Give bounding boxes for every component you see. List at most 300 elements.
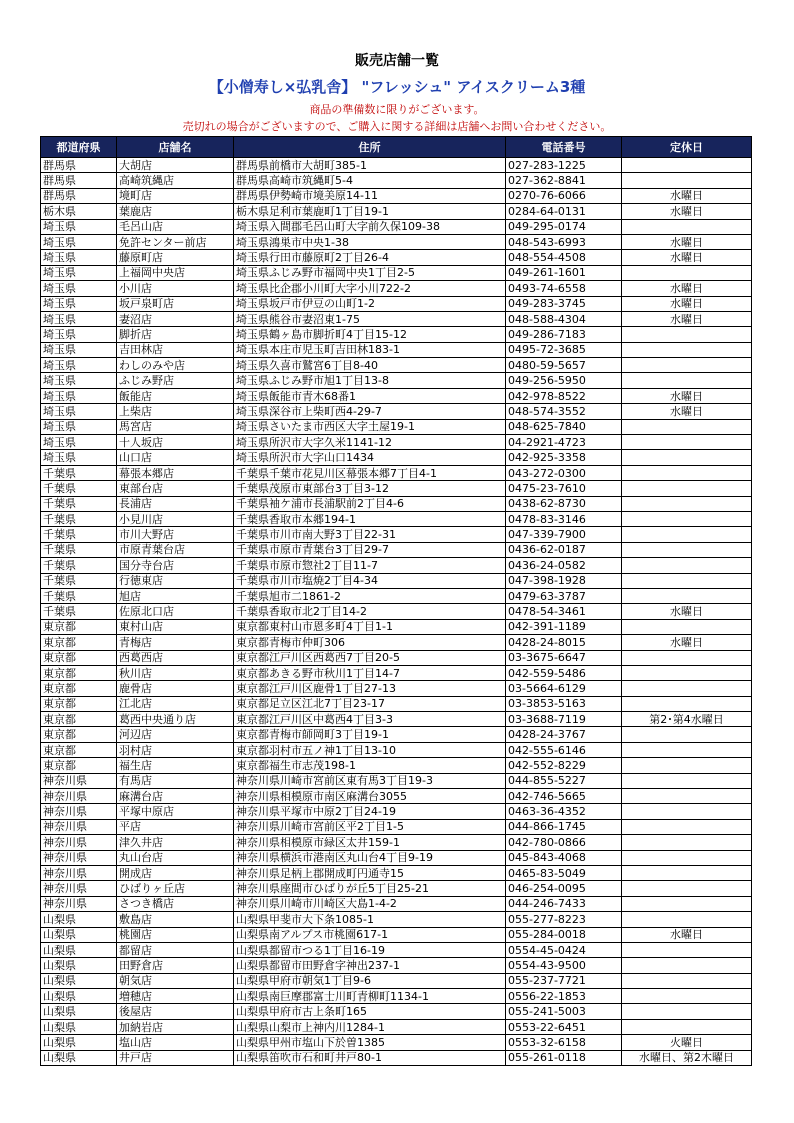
cell-store-name: 津久井店 xyxy=(117,835,234,850)
table-row xyxy=(41,1035,752,1050)
cell-phone: 03-3688-7119 xyxy=(506,712,622,727)
table-row xyxy=(41,373,752,388)
cell-prefecture: 東京都 xyxy=(41,665,117,680)
cell-store-name: 行徳東店 xyxy=(117,573,234,588)
cell-phone: 049-256-5950 xyxy=(506,373,622,388)
cell-phone: 055-261-0118 xyxy=(506,1050,622,1065)
cell-prefecture: 東京都 xyxy=(41,742,117,757)
cell-prefecture: 山梨県 xyxy=(41,1004,117,1019)
cell-prefecture: 埼玉県 xyxy=(41,327,117,342)
cell-phone: 048-574-3552 xyxy=(506,404,622,419)
stock-notice: 商品の準備数に限りがございます。 xyxy=(309,103,485,116)
cell-closed-day xyxy=(622,527,752,542)
cell-phone: 048-625-7840 xyxy=(506,419,622,434)
table-row xyxy=(41,912,752,927)
table-row xyxy=(41,619,752,634)
cell-store-name: 藤原町店 xyxy=(117,250,234,265)
table-row xyxy=(41,496,752,511)
table-row xyxy=(41,265,752,280)
cell-store-name: 吉田林店 xyxy=(117,342,234,357)
cell-prefecture: 千葉県 xyxy=(41,604,117,619)
table-row xyxy=(41,250,752,265)
cell-store-name: 山口店 xyxy=(117,450,234,465)
cell-store-name: ふじみ野店 xyxy=(117,373,234,388)
table-row xyxy=(41,789,752,804)
cell-prefecture: 神奈川県 xyxy=(41,896,117,911)
cell-closed-day xyxy=(622,942,752,957)
cell-closed-day xyxy=(622,742,752,757)
cell-address: 埼玉県鶴ヶ島市脚折町4丁目15-12 xyxy=(234,327,506,342)
cell-store-name: 開成店 xyxy=(117,865,234,880)
cell-closed-day xyxy=(622,912,752,927)
cell-store-name: 境町店 xyxy=(117,188,234,203)
table-row xyxy=(41,465,752,480)
table-row xyxy=(41,311,752,326)
cell-address: 埼玉県熊谷市妻沼東1-75 xyxy=(234,311,506,326)
cell-closed-day xyxy=(622,158,752,173)
table-row xyxy=(41,881,752,896)
cell-address: 山梨県甲府市古上条町165 xyxy=(234,1004,506,1019)
cell-address: 山梨県南巨摩郡富士川町青柳町1134-1 xyxy=(234,989,506,1004)
cell-prefecture: 千葉県 xyxy=(41,542,117,557)
cell-store-name: 上福岡中央店 xyxy=(117,265,234,280)
cell-phone: 0553-22-6451 xyxy=(506,1019,622,1034)
cell-prefecture: 東京都 xyxy=(41,758,117,773)
cell-closed-day xyxy=(622,542,752,557)
cell-closed-day xyxy=(622,619,752,634)
table-row xyxy=(41,742,752,757)
cell-phone: 047-398-1928 xyxy=(506,573,622,588)
cell-address: 埼玉県さいたま市西区大字土屋19-1 xyxy=(234,419,506,434)
cell-prefecture: 東京都 xyxy=(41,727,117,742)
cell-store-name: 敷島店 xyxy=(117,912,234,927)
cell-prefecture: 東京都 xyxy=(41,696,117,711)
cell-closed-day xyxy=(622,435,752,450)
cell-prefecture: 埼玉県 xyxy=(41,435,117,450)
table-row xyxy=(41,635,752,650)
cell-phone: 0478-83-3146 xyxy=(506,511,622,526)
cell-address: 千葉県茂原市東部台3丁目3-12 xyxy=(234,481,506,496)
cell-store-name: 加納岩店 xyxy=(117,1019,234,1034)
cell-phone: 049-283-3745 xyxy=(506,296,622,311)
cell-prefecture: 神奈川県 xyxy=(41,850,117,865)
cell-address: 東京都東村山市恩多町4丁目1-1 xyxy=(234,619,506,634)
cell-prefecture: 埼玉県 xyxy=(41,388,117,403)
cell-prefecture: 東京都 xyxy=(41,712,117,727)
table-row xyxy=(41,281,752,296)
cell-store-name: 羽村店 xyxy=(117,742,234,757)
header-store-name: 店舗名 xyxy=(117,137,234,158)
header-phone: 電話番号 xyxy=(506,137,622,158)
cell-store-name: わしのみや店 xyxy=(117,358,234,373)
cell-store-name: 小見川店 xyxy=(117,511,234,526)
cell-address: 千葉県市川市塩焼2丁目4-34 xyxy=(234,573,506,588)
cell-phone: 046-254-0095 xyxy=(506,881,622,896)
cell-prefecture: 神奈川県 xyxy=(41,819,117,834)
cell-address: 千葉県香取市本郷194-1 xyxy=(234,511,506,526)
cell-store-name: 市原青葉台店 xyxy=(117,542,234,557)
cell-address: 埼玉県入間郡毛呂山町大字前久保109-38 xyxy=(234,219,506,234)
cell-closed-day: 水曜日 xyxy=(622,604,752,619)
cell-closed-day: 水曜日 xyxy=(622,234,752,249)
cell-store-name: 佐原北口店 xyxy=(117,604,234,619)
table-body xyxy=(41,158,752,1066)
cell-phone: 049-286-7183 xyxy=(506,327,622,342)
table-row xyxy=(41,727,752,742)
cell-closed-day xyxy=(622,727,752,742)
cell-closed-day xyxy=(622,773,752,788)
cell-prefecture: 群馬県 xyxy=(41,158,117,173)
cell-closed-day: 水曜日、第2木曜日 xyxy=(622,1050,752,1065)
cell-store-name: 塩山店 xyxy=(117,1035,234,1050)
table-row xyxy=(41,435,752,450)
cell-phone: 0493-74-6558 xyxy=(506,281,622,296)
cell-store-name: 長浦店 xyxy=(117,496,234,511)
cell-phone: 0436-62-0187 xyxy=(506,542,622,557)
cell-store-name: 都留店 xyxy=(117,942,234,957)
cell-address: 神奈川県横浜市港南区丸山台4丁目9-19 xyxy=(234,850,506,865)
cell-phone: 03-3675-6647 xyxy=(506,650,622,665)
table-row xyxy=(41,835,752,850)
cell-phone: 044-246-7433 xyxy=(506,896,622,911)
cell-phone: 04-2921-4723 xyxy=(506,435,622,450)
table-row xyxy=(41,542,752,557)
cell-phone: 0556-22-1853 xyxy=(506,989,622,1004)
cell-prefecture: 山梨県 xyxy=(41,912,117,927)
cell-phone: 055-284-0018 xyxy=(506,927,622,942)
cell-store-name: 西葛西店 xyxy=(117,650,234,665)
cell-address: 群馬県高崎市筑縄町5-4 xyxy=(234,173,506,188)
cell-closed-day xyxy=(622,373,752,388)
table-row xyxy=(41,758,752,773)
table-row xyxy=(41,558,752,573)
cell-address: 千葉県香取市北2丁目14-2 xyxy=(234,604,506,619)
cell-address: 千葉県市川市南大野3丁目22-31 xyxy=(234,527,506,542)
cell-store-name: 桃園店 xyxy=(117,927,234,942)
cell-store-name: 大胡店 xyxy=(117,158,234,173)
cell-store-name: ひばりヶ丘店 xyxy=(117,881,234,896)
cell-address: 千葉県千葉市花見川区幕張本郷7丁目4-1 xyxy=(234,465,506,480)
cell-closed-day xyxy=(622,465,752,480)
cell-phone: 0284-64-0131 xyxy=(506,204,622,219)
cell-store-name: 青梅店 xyxy=(117,635,234,650)
table-row xyxy=(41,958,752,973)
cell-closed-day xyxy=(622,804,752,819)
cell-phone: 0270-76-6066 xyxy=(506,188,622,203)
cell-closed-day: 水曜日 xyxy=(622,188,752,203)
cell-address: 山梨県笛吹市石和町井戸80-1 xyxy=(234,1050,506,1065)
cell-phone: 0479-63-3787 xyxy=(506,588,622,603)
cell-address: 千葉県市原市青葉台3丁目29-7 xyxy=(234,542,506,557)
cell-prefecture: 千葉県 xyxy=(41,496,117,511)
cell-store-name: 田野倉店 xyxy=(117,958,234,973)
cell-prefecture: 埼玉県 xyxy=(41,373,117,388)
cell-store-name: 東部台店 xyxy=(117,481,234,496)
cell-store-name: 河辺店 xyxy=(117,727,234,742)
cell-closed-day xyxy=(622,973,752,988)
cell-closed-day xyxy=(622,1004,752,1019)
header-closed-day: 定休日 xyxy=(622,137,752,158)
table-row xyxy=(41,219,752,234)
cell-store-name: 毛呂山店 xyxy=(117,219,234,234)
cell-address: 群馬県前橋市大胡町385-1 xyxy=(234,158,506,173)
cell-phone: 048-543-6993 xyxy=(506,234,622,249)
table-row xyxy=(41,712,752,727)
cell-prefecture: 神奈川県 xyxy=(41,789,117,804)
cell-store-name: 丸山台店 xyxy=(117,850,234,865)
cell-store-name: 江北店 xyxy=(117,696,234,711)
cell-address: 神奈川県平塚市中原2丁目24-19 xyxy=(234,804,506,819)
cell-closed-day xyxy=(622,681,752,696)
cell-address: 東京都足立区江北7丁目23-17 xyxy=(234,696,506,711)
cell-phone: 055-237-7721 xyxy=(506,973,622,988)
cell-prefecture: 群馬県 xyxy=(41,173,117,188)
cell-store-name: 葛西中央通り店 xyxy=(117,712,234,727)
cell-phone: 049-261-1601 xyxy=(506,265,622,280)
cell-closed-day xyxy=(622,696,752,711)
cell-store-name: 井戸店 xyxy=(117,1050,234,1065)
cell-closed-day xyxy=(622,1019,752,1034)
cell-address: 埼玉県飯能市青木68番1 xyxy=(234,388,506,403)
cell-closed-day xyxy=(622,419,752,434)
cell-store-name: 朝気店 xyxy=(117,973,234,988)
cell-store-name: 後屋店 xyxy=(117,1004,234,1019)
cell-phone: 044-855-5227 xyxy=(506,773,622,788)
cell-closed-day xyxy=(622,358,752,373)
table-row xyxy=(41,665,752,680)
cell-closed-day xyxy=(622,265,752,280)
cell-phone: 0495-72-3685 xyxy=(506,342,622,357)
cell-phone: 049-295-0174 xyxy=(506,219,622,234)
cell-prefecture: 山梨県 xyxy=(41,973,117,988)
cell-closed-day xyxy=(622,327,752,342)
cell-closed-day xyxy=(622,219,752,234)
cell-address: 山梨県甲府市朝気1丁目9-6 xyxy=(234,973,506,988)
cell-closed-day xyxy=(622,588,752,603)
cell-address: 埼玉県本庄市児玉町吉田林183-1 xyxy=(234,342,506,357)
cell-phone: 042-925-3358 xyxy=(506,450,622,465)
cell-store-name: 高崎筑縄店 xyxy=(117,173,234,188)
cell-prefecture: 山梨県 xyxy=(41,1050,117,1065)
store-list-table xyxy=(40,136,752,1066)
cell-phone: 0553-32-6158 xyxy=(506,1035,622,1050)
cell-store-name: 妻沼店 xyxy=(117,311,234,326)
cell-address: 埼玉県ふじみ野市旭1丁目13-8 xyxy=(234,373,506,388)
cell-prefecture: 神奈川県 xyxy=(41,773,117,788)
cell-phone: 03-5664-6129 xyxy=(506,681,622,696)
cell-address: 山梨県山梨市上神内川1284-1 xyxy=(234,1019,506,1034)
cell-prefecture: 千葉県 xyxy=(41,558,117,573)
cell-closed-day xyxy=(622,558,752,573)
cell-prefecture: 山梨県 xyxy=(41,1019,117,1034)
cell-closed-day xyxy=(622,758,752,773)
cell-store-name: 鹿骨店 xyxy=(117,681,234,696)
cell-address: 埼玉県ふじみ野市福岡中央1丁目2-5 xyxy=(234,265,506,280)
cell-prefecture: 神奈川県 xyxy=(41,835,117,850)
cell-address: 千葉県旭市二1861-2 xyxy=(234,588,506,603)
cell-store-name: 市川大野店 xyxy=(117,527,234,542)
cell-prefecture: 千葉県 xyxy=(41,527,117,542)
table-row xyxy=(41,819,752,834)
cell-phone: 042-780-0866 xyxy=(506,835,622,850)
cell-address: 東京都あきる野市秋川1丁目14-7 xyxy=(234,665,506,680)
cell-phone: 042-746-5665 xyxy=(506,789,622,804)
cell-closed-day xyxy=(622,989,752,1004)
cell-prefecture: 千葉県 xyxy=(41,573,117,588)
cell-prefecture: 東京都 xyxy=(41,681,117,696)
cell-phone: 042-391-1189 xyxy=(506,619,622,634)
cell-prefecture: 神奈川県 xyxy=(41,804,117,819)
cell-phone: 0554-45-0424 xyxy=(506,942,622,957)
cell-closed-day: 火曜日 xyxy=(622,1035,752,1050)
cell-closed-day xyxy=(622,481,752,496)
cell-prefecture: 埼玉県 xyxy=(41,219,117,234)
cell-store-name: 飯能店 xyxy=(117,388,234,403)
table-row xyxy=(41,296,752,311)
cell-address: 山梨県都留市田野倉字神出237-1 xyxy=(234,958,506,973)
cell-prefecture: 埼玉県 xyxy=(41,296,117,311)
cell-closed-day xyxy=(622,958,752,973)
cell-phone: 0465-83-5049 xyxy=(506,865,622,880)
table-row xyxy=(41,188,752,203)
cell-prefecture: 群馬県 xyxy=(41,188,117,203)
cell-prefecture: 東京都 xyxy=(41,635,117,650)
cell-prefecture: 東京都 xyxy=(41,619,117,634)
table-row xyxy=(41,1004,752,1019)
cell-closed-day: 水曜日 xyxy=(622,404,752,419)
cell-closed-day: 水曜日 xyxy=(622,296,752,311)
table-row xyxy=(41,158,752,173)
cell-prefecture: 埼玉県 xyxy=(41,358,117,373)
table-row xyxy=(41,850,752,865)
cell-closed-day: 水曜日 xyxy=(622,250,752,265)
table-row xyxy=(41,989,752,1004)
cell-closed-day: 水曜日 xyxy=(622,635,752,650)
cell-closed-day xyxy=(622,173,752,188)
table-row xyxy=(41,204,752,219)
cell-prefecture: 山梨県 xyxy=(41,927,117,942)
cell-phone: 0475-23-7610 xyxy=(506,481,622,496)
cell-prefecture: 埼玉県 xyxy=(41,281,117,296)
cell-address: 神奈川県川崎市宮前区東有馬3丁目19-3 xyxy=(234,773,506,788)
cell-closed-day xyxy=(622,835,752,850)
cell-phone: 0480-59-5657 xyxy=(506,358,622,373)
table-row xyxy=(41,696,752,711)
cell-phone: 0478-54-3461 xyxy=(506,604,622,619)
table-row xyxy=(41,973,752,988)
table-row xyxy=(41,358,752,373)
table-header-row xyxy=(41,137,752,158)
table-row xyxy=(41,865,752,880)
cell-phone: 055-241-5003 xyxy=(506,1004,622,1019)
cell-closed-day: 水曜日 xyxy=(622,927,752,942)
cell-closed-day xyxy=(622,573,752,588)
cell-phone: 048-554-4508 xyxy=(506,250,622,265)
table-row xyxy=(41,419,752,434)
cell-store-name: 秋川店 xyxy=(117,665,234,680)
cell-address: 埼玉県久喜市鷲宮6丁目8-40 xyxy=(234,358,506,373)
page-title: 販売店舗一覧 xyxy=(355,53,439,69)
cell-address: 埼玉県比企郡小川町大字小川722-2 xyxy=(234,281,506,296)
cell-closed-day: 水曜日 xyxy=(622,204,752,219)
cell-prefecture: 埼玉県 xyxy=(41,265,117,280)
header-address: 住所 xyxy=(234,137,506,158)
cell-closed-day xyxy=(622,850,752,865)
cell-store-name: 十人坂店 xyxy=(117,435,234,450)
table-row xyxy=(41,804,752,819)
cell-prefecture: 山梨県 xyxy=(41,989,117,1004)
table-row xyxy=(41,942,752,957)
cell-phone: 044-866-1745 xyxy=(506,819,622,834)
table-row xyxy=(41,773,752,788)
cell-store-name: 幕張本郷店 xyxy=(117,465,234,480)
table-row xyxy=(41,896,752,911)
cell-address: 神奈川県相模原市緑区太井159-1 xyxy=(234,835,506,850)
cell-prefecture: 埼玉県 xyxy=(41,404,117,419)
table-row xyxy=(41,1050,752,1065)
table-row xyxy=(41,234,752,249)
table-row xyxy=(41,481,752,496)
cell-address: 山梨県都留市つる1丁目16-19 xyxy=(234,942,506,957)
cell-prefecture: 東京都 xyxy=(41,650,117,665)
cell-closed-day: 水曜日 xyxy=(622,311,752,326)
table-row xyxy=(41,450,752,465)
cell-address: 埼玉県行田市藤原町2丁目26-4 xyxy=(234,250,506,265)
cell-phone: 042-552-8229 xyxy=(506,758,622,773)
cell-address: 東京都青梅市仲町306 xyxy=(234,635,506,650)
cell-address: 千葉県市原市惣社2丁目11-7 xyxy=(234,558,506,573)
table-row xyxy=(41,650,752,665)
cell-phone: 043-272-0300 xyxy=(506,465,622,480)
cell-store-name: 小川店 xyxy=(117,281,234,296)
cell-store-name: 福生店 xyxy=(117,758,234,773)
cell-prefecture: 山梨県 xyxy=(41,958,117,973)
cell-prefecture: 埼玉県 xyxy=(41,234,117,249)
cell-store-name: さつき橋店 xyxy=(117,896,234,911)
cell-prefecture: 山梨県 xyxy=(41,942,117,957)
cell-address: 神奈川県川崎市宮前区平2丁目1-5 xyxy=(234,819,506,834)
cell-prefecture: 千葉県 xyxy=(41,511,117,526)
contact-notice: 売切れの場合がございますので、ご購入に関する詳細は店舗へお問い合わせください。 xyxy=(182,120,612,133)
cell-closed-day xyxy=(622,450,752,465)
table-row xyxy=(41,327,752,342)
cell-prefecture: 千葉県 xyxy=(41,465,117,480)
cell-store-name: 脚折店 xyxy=(117,327,234,342)
cell-phone: 027-362-8841 xyxy=(506,173,622,188)
cell-store-name: 麻溝台店 xyxy=(117,789,234,804)
cell-closed-day xyxy=(622,511,752,526)
cell-prefecture: 埼玉県 xyxy=(41,450,117,465)
cell-store-name: 平店 xyxy=(117,819,234,834)
cell-phone: 047-339-7900 xyxy=(506,527,622,542)
table-row xyxy=(41,388,752,403)
cell-address: 群馬県伊勢崎市境美原14-11 xyxy=(234,188,506,203)
cell-closed-day: 水曜日 xyxy=(622,388,752,403)
table-row xyxy=(41,404,752,419)
cell-store-name: 免許センター前店 xyxy=(117,234,234,249)
cell-store-name: 東村山店 xyxy=(117,619,234,634)
cell-store-name: 平塚中原店 xyxy=(117,804,234,819)
cell-store-name: 国分寺台店 xyxy=(117,558,234,573)
cell-closed-day xyxy=(622,881,752,896)
cell-address: 神奈川県座間市ひばりが丘5丁目25-21 xyxy=(234,881,506,896)
cell-phone: 045-843-4068 xyxy=(506,850,622,865)
table-row xyxy=(41,681,752,696)
table-row xyxy=(41,573,752,588)
cell-prefecture: 神奈川県 xyxy=(41,881,117,896)
cell-phone: 042-978-8522 xyxy=(506,388,622,403)
cell-closed-day xyxy=(622,819,752,834)
